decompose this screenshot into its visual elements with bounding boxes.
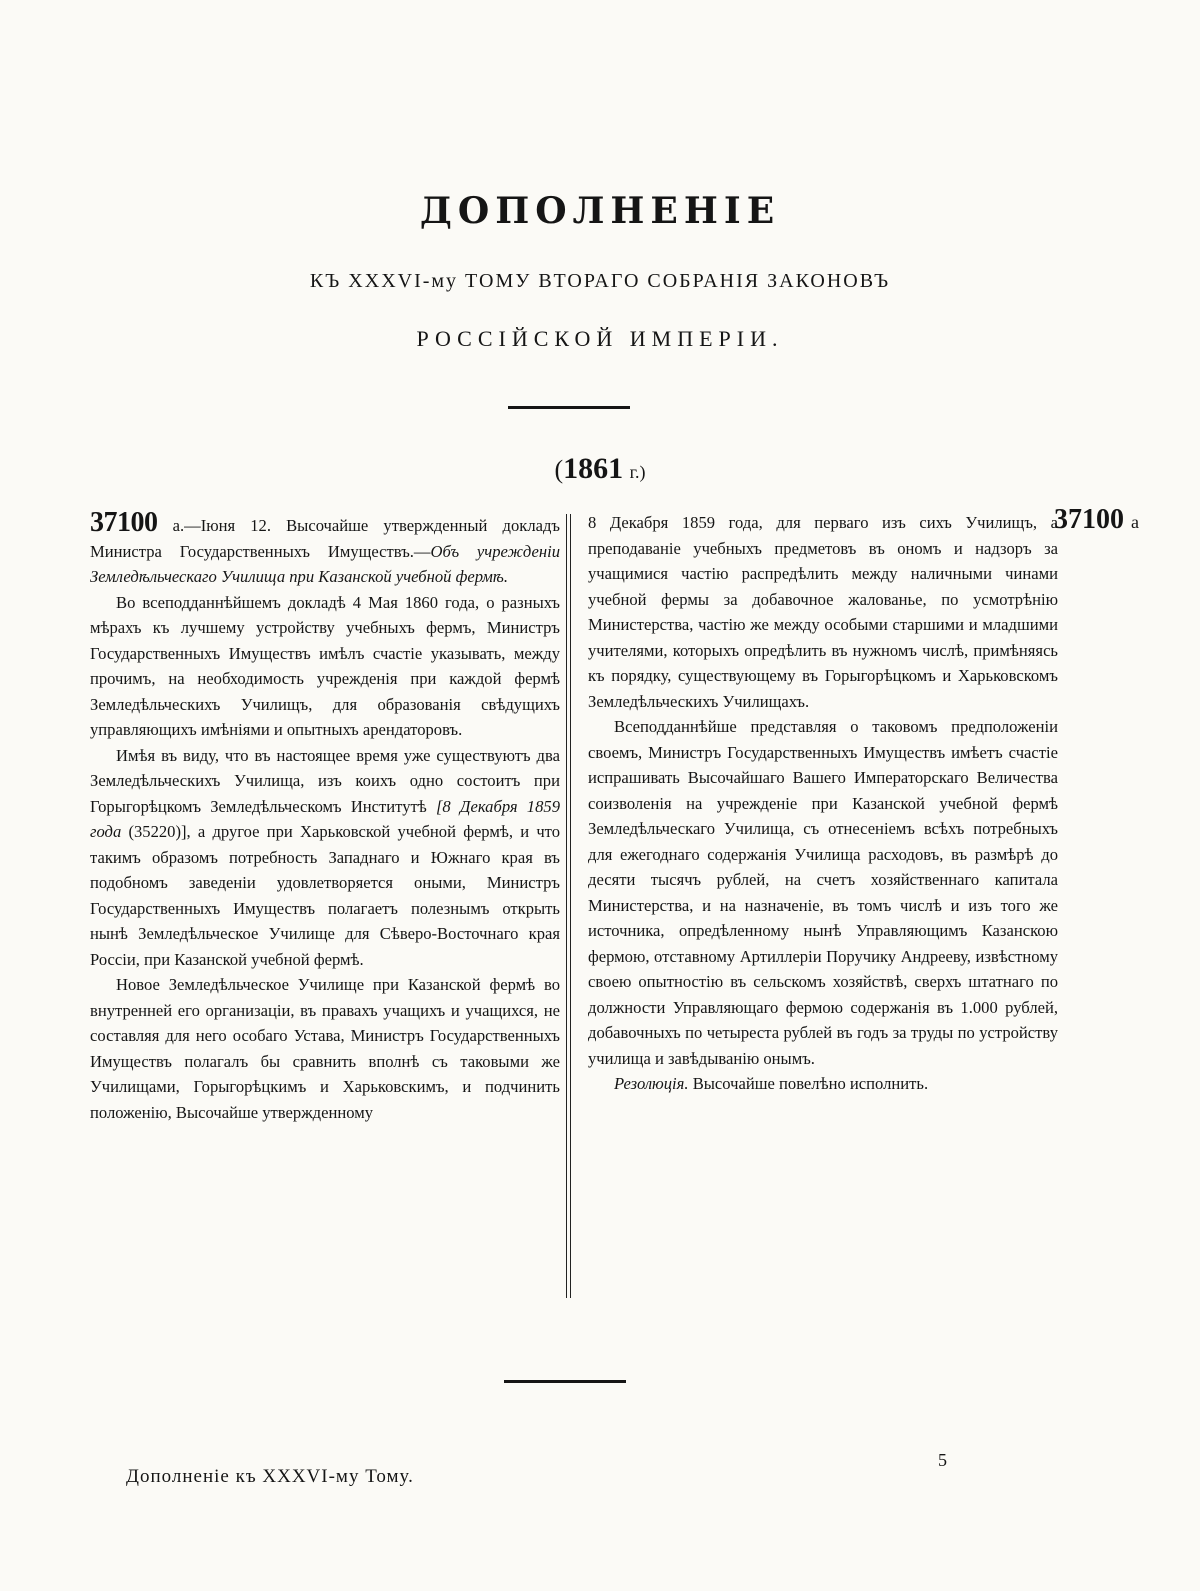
article-heading [90, 507, 560, 590]
page-number: 5 [938, 1450, 947, 1470]
article-number-suffix: а.— [172, 516, 201, 535]
footer-title: Дополненіе къ XXXVI-му Тому. [126, 1466, 414, 1487]
left-paragraph-2 [90, 743, 560, 973]
left-paragraph-2-ref: [8 Декабря 1859 года [90, 796, 560, 841]
margin-article-number [1054, 504, 1139, 536]
right-paragraph-2: Всеподданнѣйше представляя о таковомъ предположеніи своемъ, Министръ Государственныхъ Имуществъ имѣетъ счастіе испрашивать Высочайшаго Вашего Императорскаго Величества соизволенія на учрежденіе при Казанской учебной фермѣ Земледѣльческаго Училища, съ отнесеніемъ всѣхъ потребныхъ для ежегоднаго содержанія Училища расходовъ, въ размѣрѣ до десяти тысячъ рублей, на счетъ хозяйственнаго капитала Министерства, и на назначеніе, въ томъ числѣ и изъ того же источника, опредѣленному нынѣ Управляющимъ Казанскою фермою, отставному Артиллеріи Поручику Андрееву, извѣстному своею опытностію въ сельскомъ хозяйствѣ, сверхъ штатнаго по должности Управляющаго фермою содержанія въ 1.000 рублей, добавочныхъ по четыреста рублей въ годъ за труды по устройству училища и завѣдыванію онымъ. [588, 717, 1058, 1068]
year-suffix: г.) [629, 462, 646, 482]
left-paragraph-2-rest: (35220)], а другое при Харьковской учебной фермѣ, и что такимъ образомъ потребность Западнаго и Южнаго края въ подобномъ заведеніи удовлетворяется оными, Министръ Государственныхъ Имуществъ полагаетъ полезнымъ открыть нынѣ Земледѣльческое Училище для Сѣверо-Восточнаго края Россіи, при Казанской учебной фермѣ. [90, 822, 560, 969]
margin-number: 37100 [1054, 504, 1124, 535]
top-rule [508, 406, 630, 409]
margin-suffix: а [1131, 512, 1139, 532]
left-paragraph-3: Новое Земледѣльческое Училище при Казанской фермѣ во внутренней его организаціи, въ правахъ учащихъ и учащихся, не составляя для него особаго Устава, Министръ Государственныхъ Имуществъ полагалъ бы сравнить вполнѣ съ таковыми же Училищами, Горыгорѣцкимъ и Харьковскимъ, и подчинить положенію, Высочайше утвержденному [90, 975, 560, 1122]
year-open: ( [554, 455, 564, 484]
page-subtitle-2: РОССІЙСКОЙ ИМПЕРІИ. [416, 326, 784, 351]
right-paragraph-1: 8 Декабря 1859 года, для перваго изъ сихъ Училищъ, а преподаваніе учебныхъ предметовъ въ ономъ и надзоръ за учащимися частію распредѣлить между наличными чинами учебной фермы за добавочное жалованье, по усмотрѣнію Министерства, частію же между особыми старшими и младшими учителями, которыхъ опредѣлить въ нужномъ числѣ, примѣняясь къ порядку, существующему въ Горыгорѣцкомъ и Харьковскомъ Земледѣльческихъ Училищахъ. [588, 513, 1058, 711]
resolution-text: Высочайше повелѣно исполнить. [692, 1074, 929, 1093]
year-number: 1861 [563, 452, 624, 485]
bottom-rule [504, 1380, 626, 1383]
page-subtitle: КЪ XXXVI-му ТОМУ ВТОРАГО СОБРАНІЯ ЗАКОНОВЪ [309, 270, 891, 292]
left-paragraph-1: Во всеподданнѣйшемъ докладѣ 4 Мая 1860 года, о разныхъ мѣрахъ къ лучшему устройству учебныхъ фермъ, Министръ Государственныхъ Имуществъ имѣлъ счастіе указывать, между прочимъ, на необходимость учрежденія при каждой фермѣ Земледѣльческихъ Училищъ, для образованія свѣдущихъ управляющихъ имѣніями и опытныхъ арендаторовъ. [90, 592, 560, 739]
left-paragraph-2-text: Имѣя въ виду, что въ настоящее время уже существуютъ два Земледѣльческихъ Училища, изъ коихъ одно состоитъ при Горыгорѣцкомъ Земледѣльческомъ Институтѣ [90, 745, 560, 816]
page-title: ДОПОЛНЕНІЕ [419, 190, 781, 232]
article-heading-title: Объ учрежденіи Земледѣльческаго Училища при Казанской учебной фермѣ. [90, 541, 560, 586]
year-heading [0, 452, 1200, 486]
resolution [588, 1071, 1058, 1097]
right-column [588, 510, 1058, 1097]
resolution-label: Резолюція. [614, 1074, 689, 1093]
left-column [90, 507, 560, 1125]
article-number: 37100 [90, 507, 158, 538]
article-heading-text: Іюня 12. Высочайше утвержденный докладъ Министра Государственныхъ Имуществъ.— [90, 516, 560, 561]
column-divider [566, 514, 571, 1298]
